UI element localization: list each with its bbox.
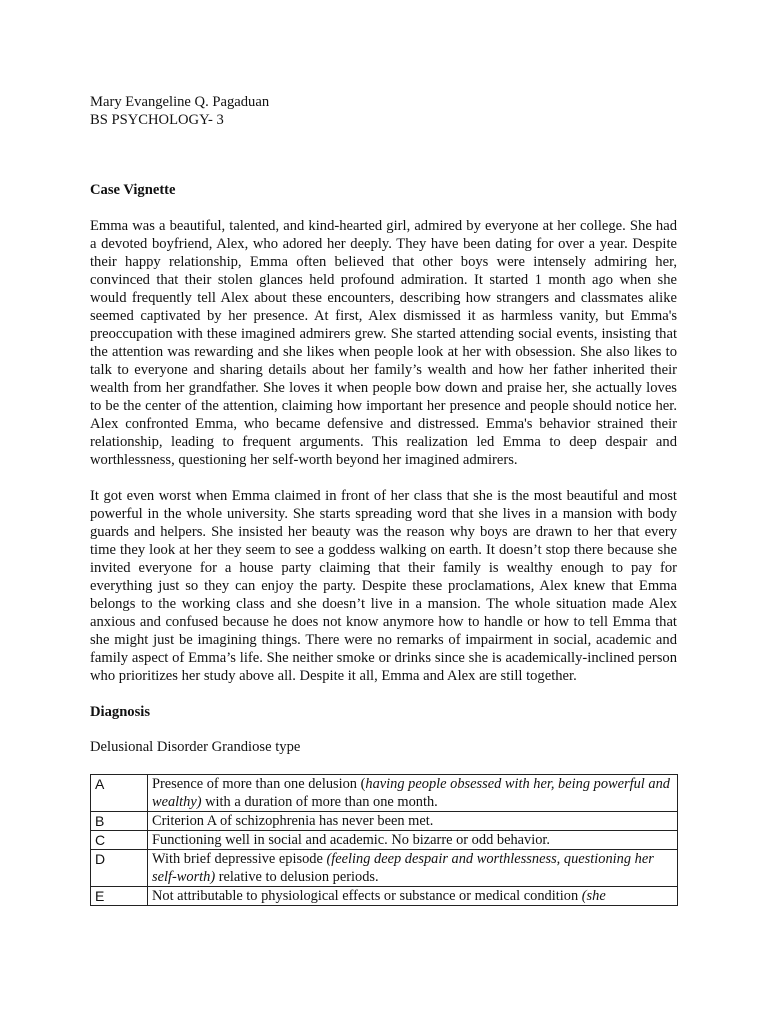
case-vignette-heading: Case Vignette	[90, 182, 176, 198]
criterion-description	[148, 812, 678, 831]
criterion-text: Criterion A of schizophrenia has never been met.	[152, 813, 434, 829]
criterion-text: Functioning well in social and academic. No bizarre or odd behavior.	[152, 832, 551, 848]
criterion-letter: D	[91, 850, 148, 887]
diagnosis-heading: Diagnosis	[90, 704, 151, 720]
criterion-italic-text: (she	[581, 888, 606, 904]
document-page	[90, 93, 677, 906]
vignette-paragraph-2: It got even worst when Emma claimed in front of her class that she is the most beautiful and most powerful in the whole university. She starts spreading word that she lives in a mansion with body guards and helpers. She insisted her beauty was the reason why boys are drawn to her that every time they look at her they seem to see a goddess walking on earth. It doesn’t stop there because she invited everyone for a house party claiming that their family is wealthy enough to pay for everything just so they can enjoy the party. Despite these proclamations, Alex knew that Emma belongs to the working class and she doesn’t live in a mansion. The whole situation made Alex anxious and confused because he does not know anymore how to handle or how to tell Emma that she might just be imagining things. There were no remarks of impairment in social, academic and family aspect of Emma’s life. She neither smoke or drinks since she is academically-inclined person who prioritizes her study above all. Despite it all, Emma and Alex are still together.	[90, 488, 677, 684]
criterion-italic-text: having people obsessed with her, being powerful and wealthy)	[152, 776, 670, 810]
criterion-description	[148, 831, 678, 850]
criteria-table	[90, 774, 678, 906]
vignette-paragraph-1: Emma was a beautiful, talented, and kind-hearted girl, admired by everyone at her college. She had a devoted boyfriend, Alex, who adored her deeply. They have been dating for over a year. Despite their happy relationship, Emma often believed that other boys were intensely admiring her, convinced that their stolen glances held profound admiration. It started 1 month ago when she would frequently tell Alex about these encounters, describing how strangers and classmates alike seemed captivated by her presence. At first, Alex dismissed it as harmless vanity, but Emma's preoccupation with these imagined admirers grew. She started attending social events, insisting that the attention was rewarding and she likes when people look at her with obsession. She also likes to talk to everyone and sharing details about her family’s wealth and how her father inherited their wealth from her grandfather. She loves it when people bow down and praise her, she actually loves to be the center of the attention, claiming how important her presence and people should notice her. Alex confronted Emma, who became defensive and distressed. Emma's behavior strained their relationship, leading to frequent arguments. This realization led Emma to deep despair and worthlessness, questioning her self-worth beyond her imagined admirers.	[90, 218, 677, 468]
criterion-letter: B	[91, 812, 148, 831]
criterion-letter: C	[91, 831, 148, 850]
criterion-italic-text: (feeling deep despair and worthlessness, questioning her self-worth)	[152, 851, 654, 885]
diagnosis-label: Delusional Disorder Grandiose type	[90, 739, 301, 755]
table-row	[91, 850, 678, 887]
criterion-description	[148, 850, 678, 887]
author-name: Mary Evangeline Q. Pagaduan	[90, 94, 270, 110]
criterion-letter: A	[91, 775, 148, 812]
table-row	[91, 887, 678, 906]
criterion-letter: E	[91, 887, 148, 906]
criterion-description	[148, 887, 678, 906]
table-row	[91, 775, 678, 812]
criterion-description	[148, 775, 678, 812]
criterion-text: relative to delusion periods.	[215, 869, 379, 885]
table-row	[91, 812, 678, 831]
criterion-text: With brief depressive episode	[152, 851, 327, 867]
criterion-text: with a duration of more than one month.	[201, 794, 438, 810]
table-row	[91, 831, 678, 850]
criterion-text: Not attributable to physiological effects or substance or medical condition	[152, 888, 582, 904]
author-program: BS PSYCHOLOGY- 3	[90, 112, 224, 128]
criterion-text: Presence of more than one delusion (	[152, 776, 366, 792]
